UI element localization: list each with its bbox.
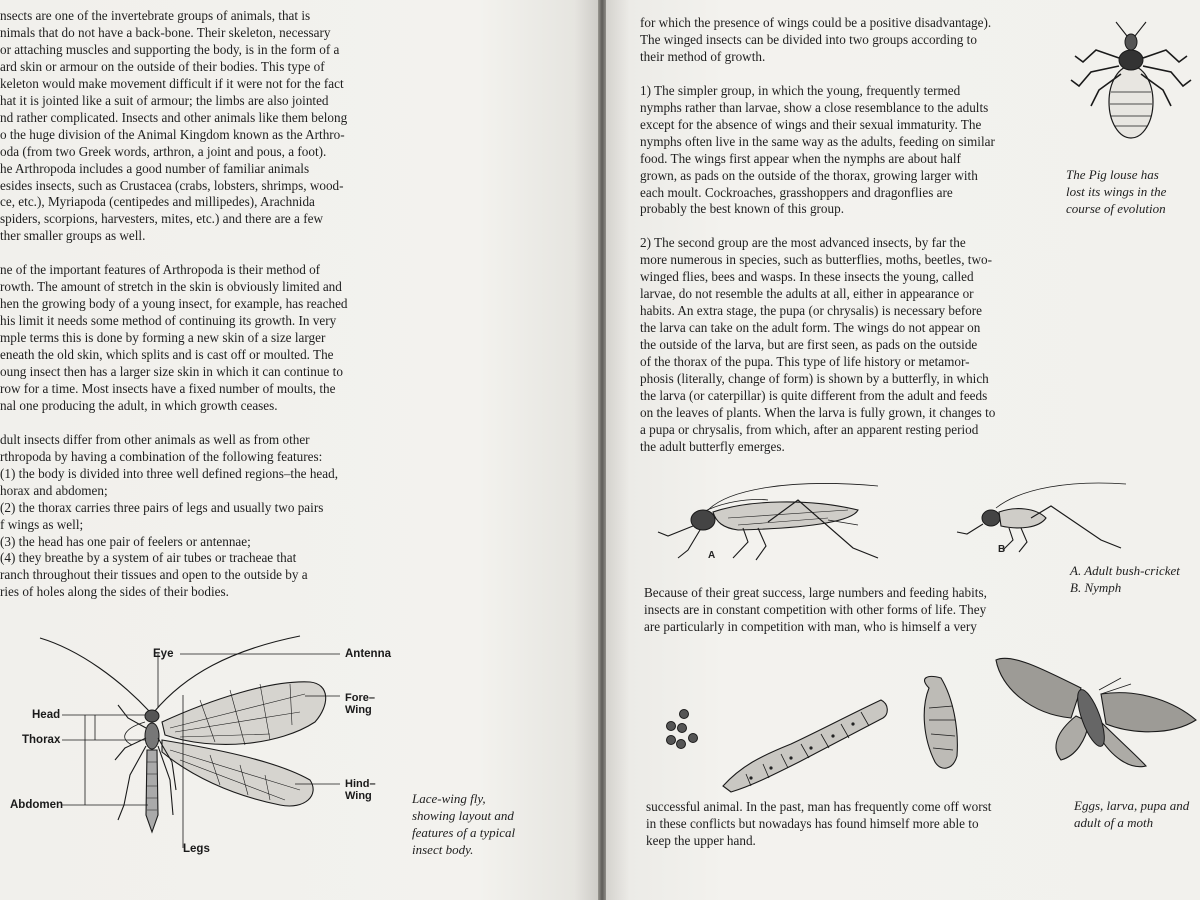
text-line: insects are in constant competition with other forms of life. They [644,601,987,617]
right-paragraph-2 [640,83,995,219]
text-line: ard skin or armour on the outside of their bodies. This type of [0,58,325,74]
lacewing-caption [412,790,515,858]
text-line: 1) The simpler group, in which the young, frequently termed [640,82,961,98]
text-line: mple terms this is done by forming a new skin of a size larger [0,330,326,346]
text-line: Eggs, larva, pupa and [1074,798,1190,813]
text-line: Because of their great success, large numbers and feeding habits, [644,585,987,600]
text-line: grown, as pads on the outside of the thorax, growing larger with [640,167,978,183]
right-paragraph-4 [644,585,987,636]
text-line: except for the absence of wings and their sexual immaturity. The [640,116,982,132]
text-line: hen the growing body of a young insect, for example, has reached [0,296,348,312]
right-page [606,0,1200,900]
right-paragraph-5 [646,799,991,850]
text-line: keep the upper hand. [646,832,756,848]
text-line: in these conflicts but nowadays has found himself more able to [646,815,979,831]
cricket-caption [1070,562,1180,596]
text-line: Lace-wing fly, [412,791,486,806]
text-line: row for a time. Most insects have a fixed number of moults, the [0,380,336,396]
text-line: he Arthropoda includes a good number of familiar animals [0,160,310,176]
text-line: features of a typical [412,825,516,840]
text-line: spiders, scorpions, harvesters, mites, etc.) and there are a few [0,211,323,227]
label-head: Head [32,709,61,721]
text-line: habits. An extra stage, the pupa (or chrysalis) is necessary before [640,303,983,319]
text-line: nymphs rather than larvae, show a close resemblance to the adults [640,99,989,115]
text-line: on the leaves of plants. When the larva is fully grown, it changes to [640,404,996,420]
cricket-letter-a: A [708,550,716,561]
text-line: showing layout and [412,808,514,823]
text-line: nimals that do not have a back-bone. Their skeleton, necessary [0,24,331,40]
text-line: eneath the old skin, which splits and is cast off or moulted. The [0,347,334,363]
text-line: rthropoda by having a combination of the following features: [0,448,323,464]
label-fore-wing: Fore– Wing [345,692,375,716]
right-paragraph-3 [640,235,995,455]
text-line: of the thorax of the pupa. This type of life history or metamor- [640,354,970,370]
text-line: 2) The second group are the most advanced insects, by far the [640,235,966,251]
text-line: (3) the head has one pair of feelers or antennae; [0,533,251,549]
label-eye: Eye [153,648,174,660]
text-line: rowth. The amount of stretch in the skin is obviously limited and [0,279,342,295]
text-line: The Pig louse has [1066,167,1159,182]
text-line: the larva can take on the adult form. The wings do not appear on [640,320,981,336]
label-antenna: Antenna [345,648,391,660]
text-line: dult insects differ from other animals as well as from other [0,431,310,447]
right-text-top [640,15,995,456]
text-line: f wings as well; [0,516,84,532]
text-line: the outside of the larva, but are first seen, as pads on the outside [640,337,978,353]
text-line: horax and abdomen; [0,482,108,498]
text-line: nd rather complicated. Insects and other animals like them belong [0,109,348,125]
text-line: oung insect then has a larger size skin in which it can continue to [0,364,343,379]
right-paragraph-1 [640,15,995,66]
label-legs: Legs [183,843,210,855]
bush-cricket-nymph-illustration [951,478,1151,558]
text-line: are particularly in competition with man, who is himself a very [644,618,977,634]
text-line: his limit it needs some method of continuing its growth. In very [0,313,337,329]
text-line: winged flies, bees and wasps. In these insects the young, called [640,269,974,285]
moth-caption [1074,797,1189,831]
cricket-letter-b: B [998,544,1006,555]
text-line: adult of a moth [1074,815,1154,830]
text-line: their method of growth. [640,48,766,64]
text-line: larvae, do not resemble the adults at all, either in appearance or [640,286,974,302]
text-line: The winged insects can be divided into two groups according to [640,31,977,47]
text-line: ries of holes along the sides of their bodies. [0,584,229,600]
text-line: nal one producing the adult, in which growth ceases. [0,397,278,413]
label-thorax: Thorax [22,734,61,746]
text-line: successful animal. In the past, man has frequently come off worst [646,799,992,814]
text-line: nymphs often live in the same way as the adults, feeding on similar [640,133,995,149]
text-line: more numerous in species, such as butterflies, moths, beetles, two- [640,252,992,268]
text-line: ne of the important features of Arthropoda is their method of [0,262,321,278]
lacewing-fly-illustration [0,0,598,900]
text-line: course of evolution [1066,201,1166,216]
text-line: phosis (literally, change of form) is shown by a butterfly, in which [640,370,989,386]
text-line: esides insects, such as Crustacea (crabs, lobsters, shrimps, wood- [0,177,344,193]
text-line: A. Adult bush-cricket [1070,563,1180,578]
text-line: nsects are one of the invertebrate groups of animals, that is [0,8,311,23]
text-line: each moult. Cockroaches, grasshoppers and dragonflies are [640,184,953,200]
text-line: B. Nymph [1070,580,1122,595]
text-line: o the huge division of the Animal Kingdom known as the Arthro- [0,126,345,142]
bush-cricket-adult-illustration [648,470,908,570]
moth-lifecycle-illustration [651,648,1200,798]
text-line: (1) the body is divided into three well defined regions–the head, [0,465,339,481]
text-line: the adult butterfly emerges. [640,438,785,454]
left-page [0,0,598,900]
pig-louse-caption [1066,166,1166,217]
text-line: or attaching muscles and supporting the body, is in the form of a [0,41,340,57]
text-line: ther smaller groups as well. [0,228,146,244]
text-line: food. The wings first appear when the nymphs are about half [640,150,961,166]
text-line: ranch throughout their tissues and open to the outside by a [0,567,308,583]
text-line: ce, etc.), Myriapoda (centipedes and millipedes), Arachnida [0,194,315,210]
text-line: keleton would make movement difficult if it were not for the fact [0,75,344,91]
text-line: for which the presence of wings could be a positive disadvantage). [640,15,992,30]
text-line: (2) the thorax carries three pairs of legs and usually two pairs [0,499,324,515]
text-line: hat it is jointed like a suit of armour; the limbs are also jointed [0,92,329,108]
book-gutter [598,0,606,900]
text-line: (4) they breathe by a system of air tubes or tracheae that [0,550,297,566]
label-hind-wing: Hind– Wing [345,778,376,802]
label-abdomen: Abdomen [10,799,64,811]
text-line: probably the best known of this group. [640,201,845,217]
text-line: lost its wings in the [1066,184,1167,199]
text-line: insect body. [412,842,474,857]
text-line: a pupa or chrysalis, from which, after an apparent resting period [640,421,979,437]
text-line: oda (from two Greek words, arthron, a joint and pous, a foot). [0,143,327,159]
pig-louse-illustration [1061,14,1200,154]
text-line: the larva (or caterpillar) is quite different from the adult and feeds [640,387,988,403]
